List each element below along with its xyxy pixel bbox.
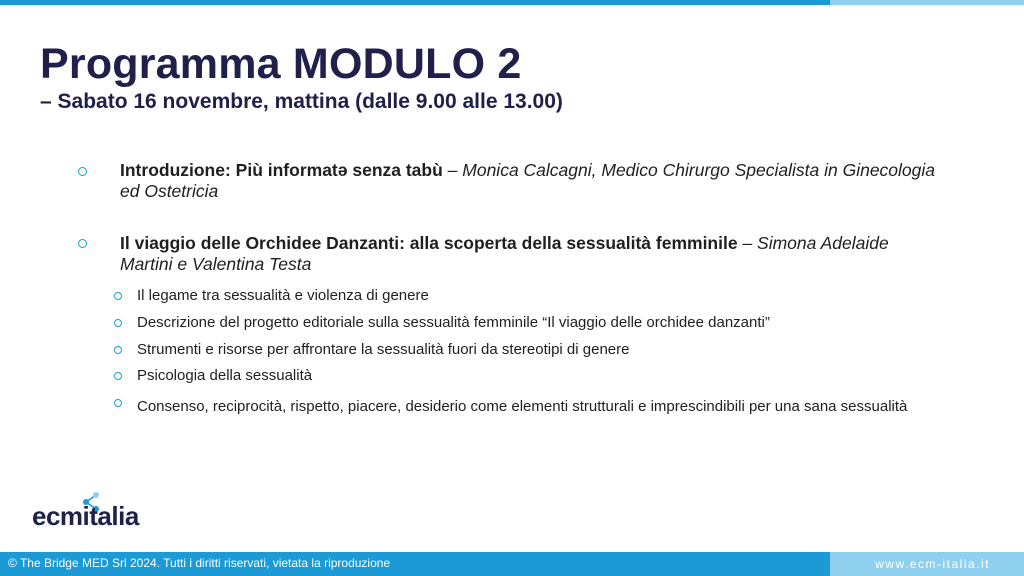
logo-text: ecmitalia (32, 501, 139, 531)
agenda-item-separator: – (442, 160, 463, 180)
footer-url-link[interactable]: www.ecm-italia.it (875, 557, 990, 571)
ecmitalia-logo (32, 495, 172, 535)
agenda-item-separator: – (737, 233, 758, 253)
agenda-item-orchidee (120, 233, 940, 275)
sub-item: Psicologia della sessualità (137, 367, 313, 384)
agenda-item-intro (120, 160, 940, 202)
agenda-item-title: Il viaggio delle Orchidee Danzanti: alla scoperta della sessualità femminile (120, 233, 738, 253)
footer-copyright: © The Bridge MED Srl 2024. Tutti i diritti riservati, vietata la riproduzione (8, 556, 391, 570)
circle-bullet-icon (78, 167, 87, 176)
circle-bullet-icon (114, 292, 122, 300)
page-subtitle: – Sabato 16 novembre, mattina (dalle 9.00 alle 13.00) (40, 90, 563, 113)
top-accent-bar-light (830, 0, 1024, 5)
page-title: Programma MODULO 2 (40, 40, 522, 88)
sub-item: Consenso, reciprocità, rispetto, piacere, desiderio come elementi strutturali e imprescindibili per una sana sessualità (137, 398, 908, 415)
circle-bullet-icon (114, 399, 122, 407)
circle-bullet-icon (114, 346, 122, 354)
sub-item: Il legame tra sessualità e violenza di genere (137, 287, 429, 304)
circle-bullet-icon (114, 319, 122, 327)
top-accent-bar (0, 0, 830, 5)
circle-bullet-icon (78, 239, 87, 248)
sub-item: Descrizione del progetto editoriale sulla sessualità femminile “Il viaggio delle orchidee danzanti” (137, 314, 770, 331)
agenda-item-speaker: Monica Calcagni, Medico Chirurgo Specialista in Ginecologia ed Ostetricia (120, 160, 936, 201)
sub-item: Strumenti e risorse per affrontare la sessualità fuori da stereotipi di genere (137, 341, 630, 358)
agenda-item-title: Introduzione: Più informatə senza tabù (120, 160, 443, 180)
agenda-item-speaker: Simona Adelaide Martini e Valentina Testa (120, 233, 889, 274)
circle-bullet-icon (114, 372, 122, 380)
